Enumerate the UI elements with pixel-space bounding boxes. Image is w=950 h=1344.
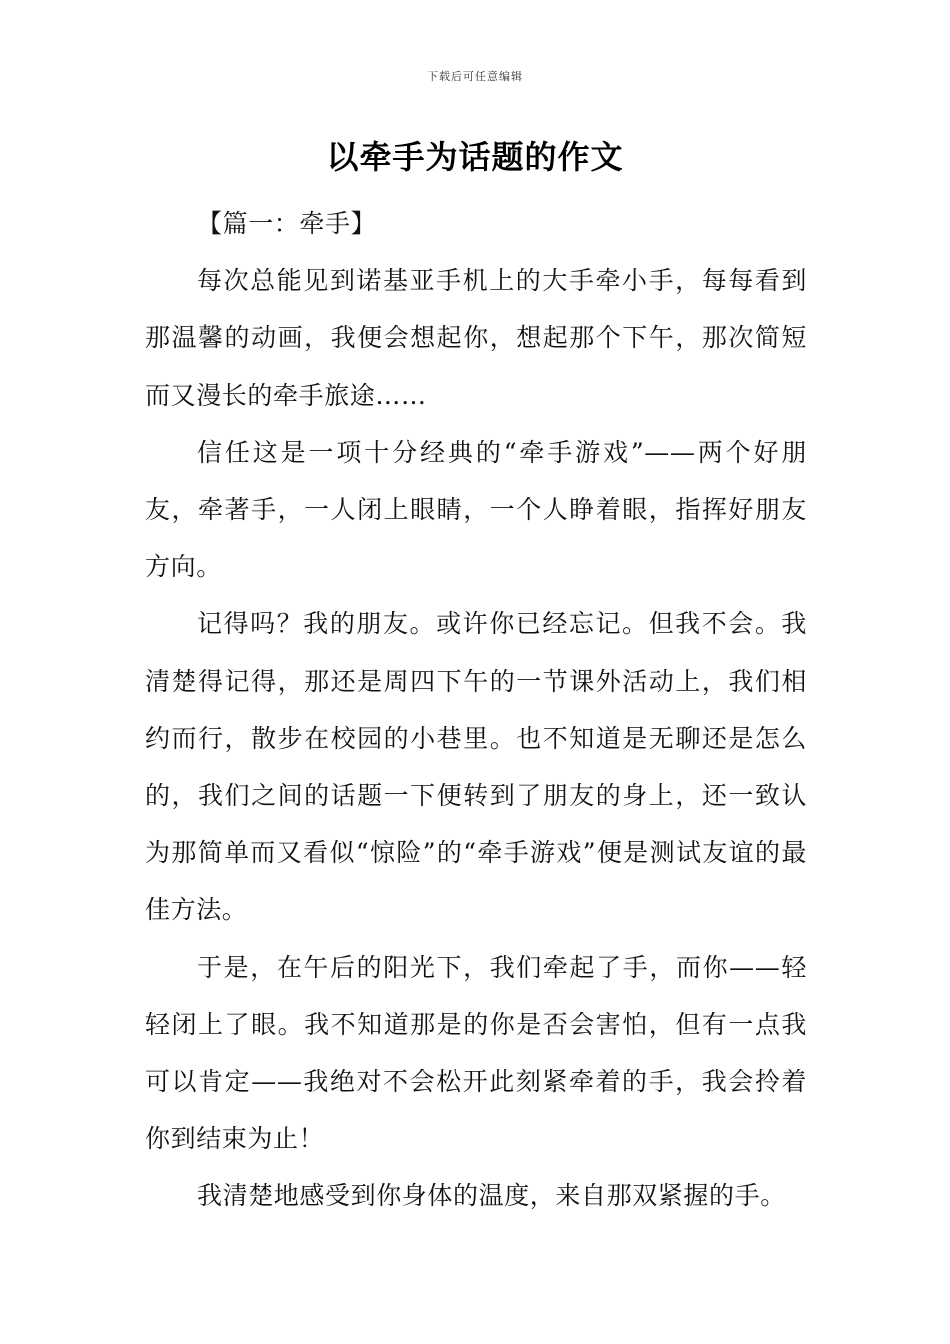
document-title: 以牵手为话题的作文: [326, 138, 624, 176]
paragraph: 记得吗？我的朋友。或许你已经忘记。但我不会。我清楚得记得，那还是周四下午的一节课外活动上，我们相约而行，散步在校园的小巷里。也不知道是无聊还是怎么的，我们之间的话题一下便转到了朋友的身上，还一致认为那简单而又看似“惊险”的“牵手游戏”便是测试友谊的最佳方法。: [145, 609, 807, 925]
paragraph: 我清楚地感受到你身体的温度，来自那双紧握的手。: [197, 1181, 786, 1211]
paragraph: 信任这是一项十分经典的“牵手游戏”——两个好朋友，牵著手，一人闭上眼睛，一个人睁着眼，指挥好朋友方向。: [145, 437, 807, 582]
document-body: [145, 195, 807, 1225]
paragraph: 每次总能见到诺基亚手机上的大手牵小手，每每看到那温馨的动画，我便会想起你，想起那个下午，那次简短而又漫长的牵手旅途……: [145, 266, 807, 410]
paragraph: 于是，在午后的阳光下，我们牵起了手，而你——轻轻闭上了眼。我不知道那是的你是否会害怕，但有一点我可以肯定——我绝对不会松开此刻紧牵着的手，我会拎着你到结束为止！: [145, 952, 807, 1154]
section-heading: 【篇一：牵手】: [197, 209, 377, 238]
header-note: 下载后可任意编辑: [427, 70, 523, 83]
